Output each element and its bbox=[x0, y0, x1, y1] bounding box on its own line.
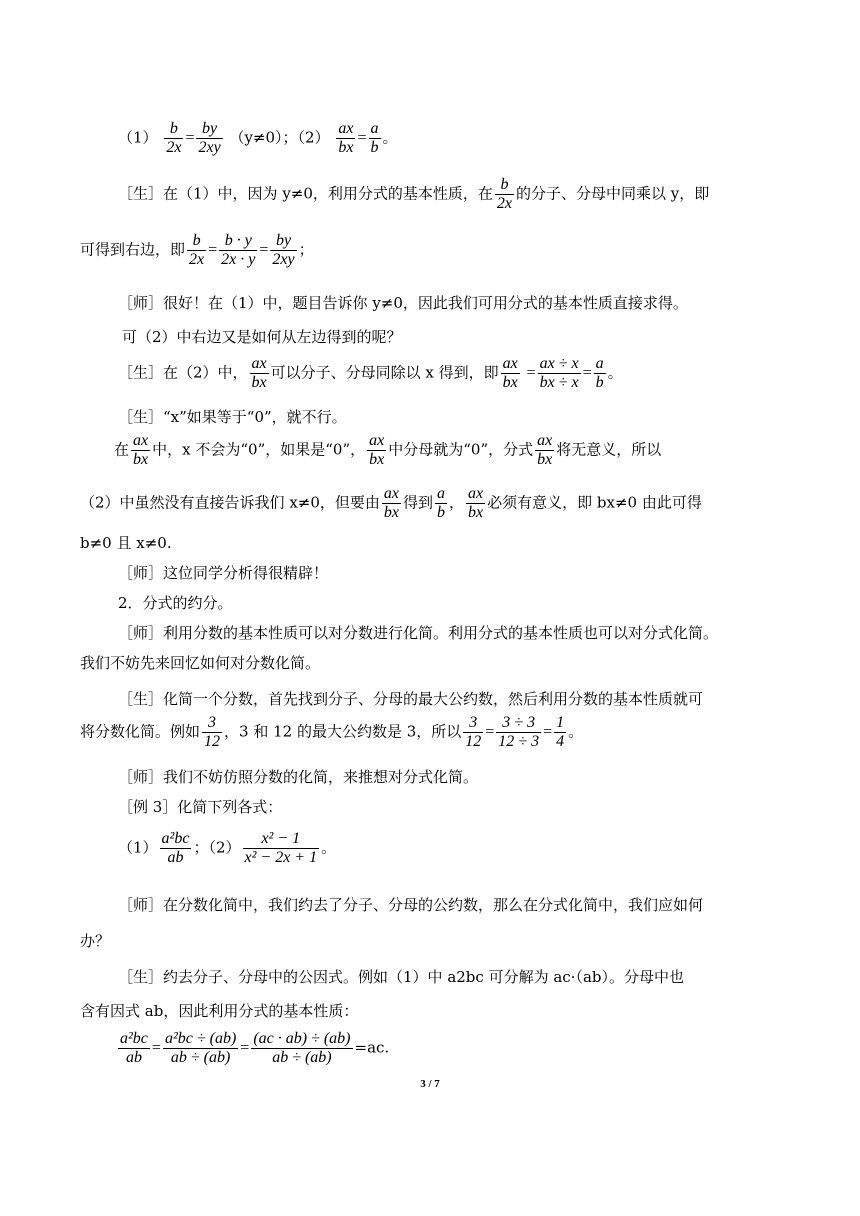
fraction: $\frac{by}{2xy}$ bbox=[198, 120, 221, 156]
fraction: $\frac{b \cdot y}{2x \cdot y}$ bbox=[221, 232, 256, 268]
fraction: $\frac{(ac \cdot ab) \div (ab)}{ab \div (ab)}$ bbox=[253, 1030, 351, 1066]
fraction: $\frac{1}{4}$ bbox=[556, 714, 565, 750]
paragraph-line: 含有因式 ab，因此利用分式的基本性质： bbox=[80, 1002, 359, 1020]
fraction: $\frac{a}{b}$ bbox=[437, 485, 446, 521]
fraction: $\frac{ax}{bx}$ bbox=[133, 432, 149, 468]
paragraph-line: ［师］利用分数的基本性质可以对分数进行化简。利用分式的基本性质也可以对分式化简。 bbox=[118, 624, 719, 642]
paragraph-line: 在 $\frac{ax}{bx}$ 中，x 不会为“0”，如果是“0”， $\frac{ax}{bx}$ 中分母就为“0”，分式 $\frac{ax}{bx}$ 将无意义，所以 bbox=[114, 432, 662, 468]
fraction: $\frac{b}{2x}$ bbox=[166, 120, 182, 156]
fraction: $\frac{ax}{bx}$ bbox=[383, 485, 399, 521]
fraction: $\frac{ax}{bx}$ bbox=[338, 120, 354, 156]
paragraph-line: 可（2）中右边又是如何从左边得到的呢？ bbox=[122, 328, 402, 346]
example-line-1: （1） $\frac{b}{2x}$ = $\frac{by}{2xy}$ （y≠0）；（2） $\frac{ax}{bx}$ = $\frac{a}{b}$ 。 bbox=[118, 120, 398, 156]
fraction: $\frac{\text{x² − 1}}{\text{x² − 2x + 1}}$ bbox=[244, 830, 318, 866]
page-number: 3 / 7 bbox=[420, 1078, 440, 1090]
fraction: $\frac{ax \div x}{bx \div x}$ bbox=[539, 355, 579, 391]
label-1: （1） bbox=[118, 128, 158, 147]
paragraph-line: ［例 3］化简下列各式： bbox=[118, 798, 283, 816]
example-line-3: （1） $\frac{\text{a²bc}}{ab}$ ；（2） $\frac{\text{x² − 1}}{\text{x² − 2x + 1}}$ 。 bbox=[118, 830, 337, 866]
fraction: $\frac{a}{b}$ bbox=[370, 120, 379, 156]
fraction: $\frac{ax}{bx}$ bbox=[502, 355, 518, 391]
fraction: $\frac{ax}{bx}$ bbox=[468, 485, 484, 521]
fraction: $\frac{\text{a²bc}}{ab}$ bbox=[161, 830, 190, 866]
paragraph-line: b≠0 且 x≠0. bbox=[80, 534, 172, 552]
paragraph-line: ［师］我们不妨仿照分数的化简，来推想对分式化简。 bbox=[118, 768, 479, 786]
fraction: $\frac{ax}{bx}$ bbox=[251, 355, 267, 391]
paragraph-line: 我们不妨先来回忆如何对分数化简。 bbox=[80, 654, 321, 672]
fraction: $\frac{b}{2x}$ bbox=[189, 232, 205, 268]
paragraph-line: ［生］在（2）中， $\frac{ax}{bx}$ 可以分子、分母同除以 x 得到，即 $\frac{ax}{bx}$ = $\frac{ax \div x}{bx \div x}$ = $\frac{a}{b}$ 。 bbox=[118, 355, 623, 391]
fraction: $\frac{a}{b}$ bbox=[595, 355, 604, 391]
fraction: $\frac{3}{12}$ bbox=[465, 714, 482, 750]
fraction: $\frac{\text{a²bc}}{ab}$ bbox=[120, 1030, 148, 1066]
fraction: $\frac{ax}{bx}$ bbox=[537, 432, 553, 468]
paragraph-line: ［生］“x”如果等于“0”，就不行。 bbox=[118, 408, 347, 426]
fraction: $\frac{3 \div 3}{12 \div 3}$ bbox=[498, 714, 540, 750]
paragraph-line: ［师］这位同学分析得很精辟！ bbox=[118, 564, 329, 582]
fraction: $\frac{\text{a²bc ÷ (ab)}}{ab \div (ab)}$ bbox=[164, 1030, 237, 1066]
paragraph-line: 办？ bbox=[80, 932, 111, 950]
paragraph-line: ［生］化简一个分数，首先找到分子、分母的最大公约数，然后利用分数的基本性质就可 bbox=[118, 690, 704, 708]
fraction: $\frac{ax}{bx}$ bbox=[369, 432, 385, 468]
equation-line: $\frac{\text{a²bc}}{ab}$ = $\frac{\text{a²bc ÷ (ab)}}{ab \div (ab)}$ = $\frac{(ac \cdot ab) \div (ab)}{ab \div (ab)}$ =ac. bbox=[120, 1030, 390, 1066]
paragraph-line: 可得到右边，即 $\frac{b}{2x}$ = $\frac{b \cdot y}{2x \cdot y}$ = $\frac{by}{2xy}$ ； bbox=[80, 232, 314, 268]
fraction: $\frac{3}{12}$ bbox=[204, 714, 221, 750]
section-heading: 2．分式的约分。 bbox=[118, 594, 233, 612]
paragraph-line: 将分数化简。例如 $\frac{3}{12}$ ，3 和 12 的最大公约数是 3，所以 $\frac{3}{12}$ = $\frac{3 \div 3}{12 \div 3}$ = $\frac{1}{4}$ 。 bbox=[80, 714, 584, 750]
fraction: $\frac{by}{2xy}$ bbox=[272, 232, 295, 268]
paragraph-line: ［师］很好！在（1）中，题目告诉你 y≠0，因此我们可用分式的基本性质直接求得。 bbox=[118, 294, 688, 312]
paragraph-line: ［生］约去分子、分母中的公因式。例如（1）中 a2bc 可分解为 ac·（ab）。分母中也 bbox=[118, 968, 684, 986]
paragraph-line: ［师］在分数化简中，我们约去了分子、分母的公约数，那么在分式化简中，我们应如何 bbox=[118, 896, 704, 914]
paragraph-line: ［生］在（1）中，因为 y≠0，利用分式的基本性质，在 $\frac{b}{2x}$ 的分子、分母中同乘以 y，即 bbox=[118, 176, 710, 212]
paragraph-line: （2）中虽然没有直接告诉我们 x≠0，但要由 $\frac{ax}{bx}$ 得到 $\frac{a}{b}$ ， $\frac{ax}{bx}$ 必须有意义，即 bx≠0 由此可得 bbox=[80, 485, 702, 521]
fraction: $\frac{b}{2x}$ bbox=[496, 176, 513, 212]
